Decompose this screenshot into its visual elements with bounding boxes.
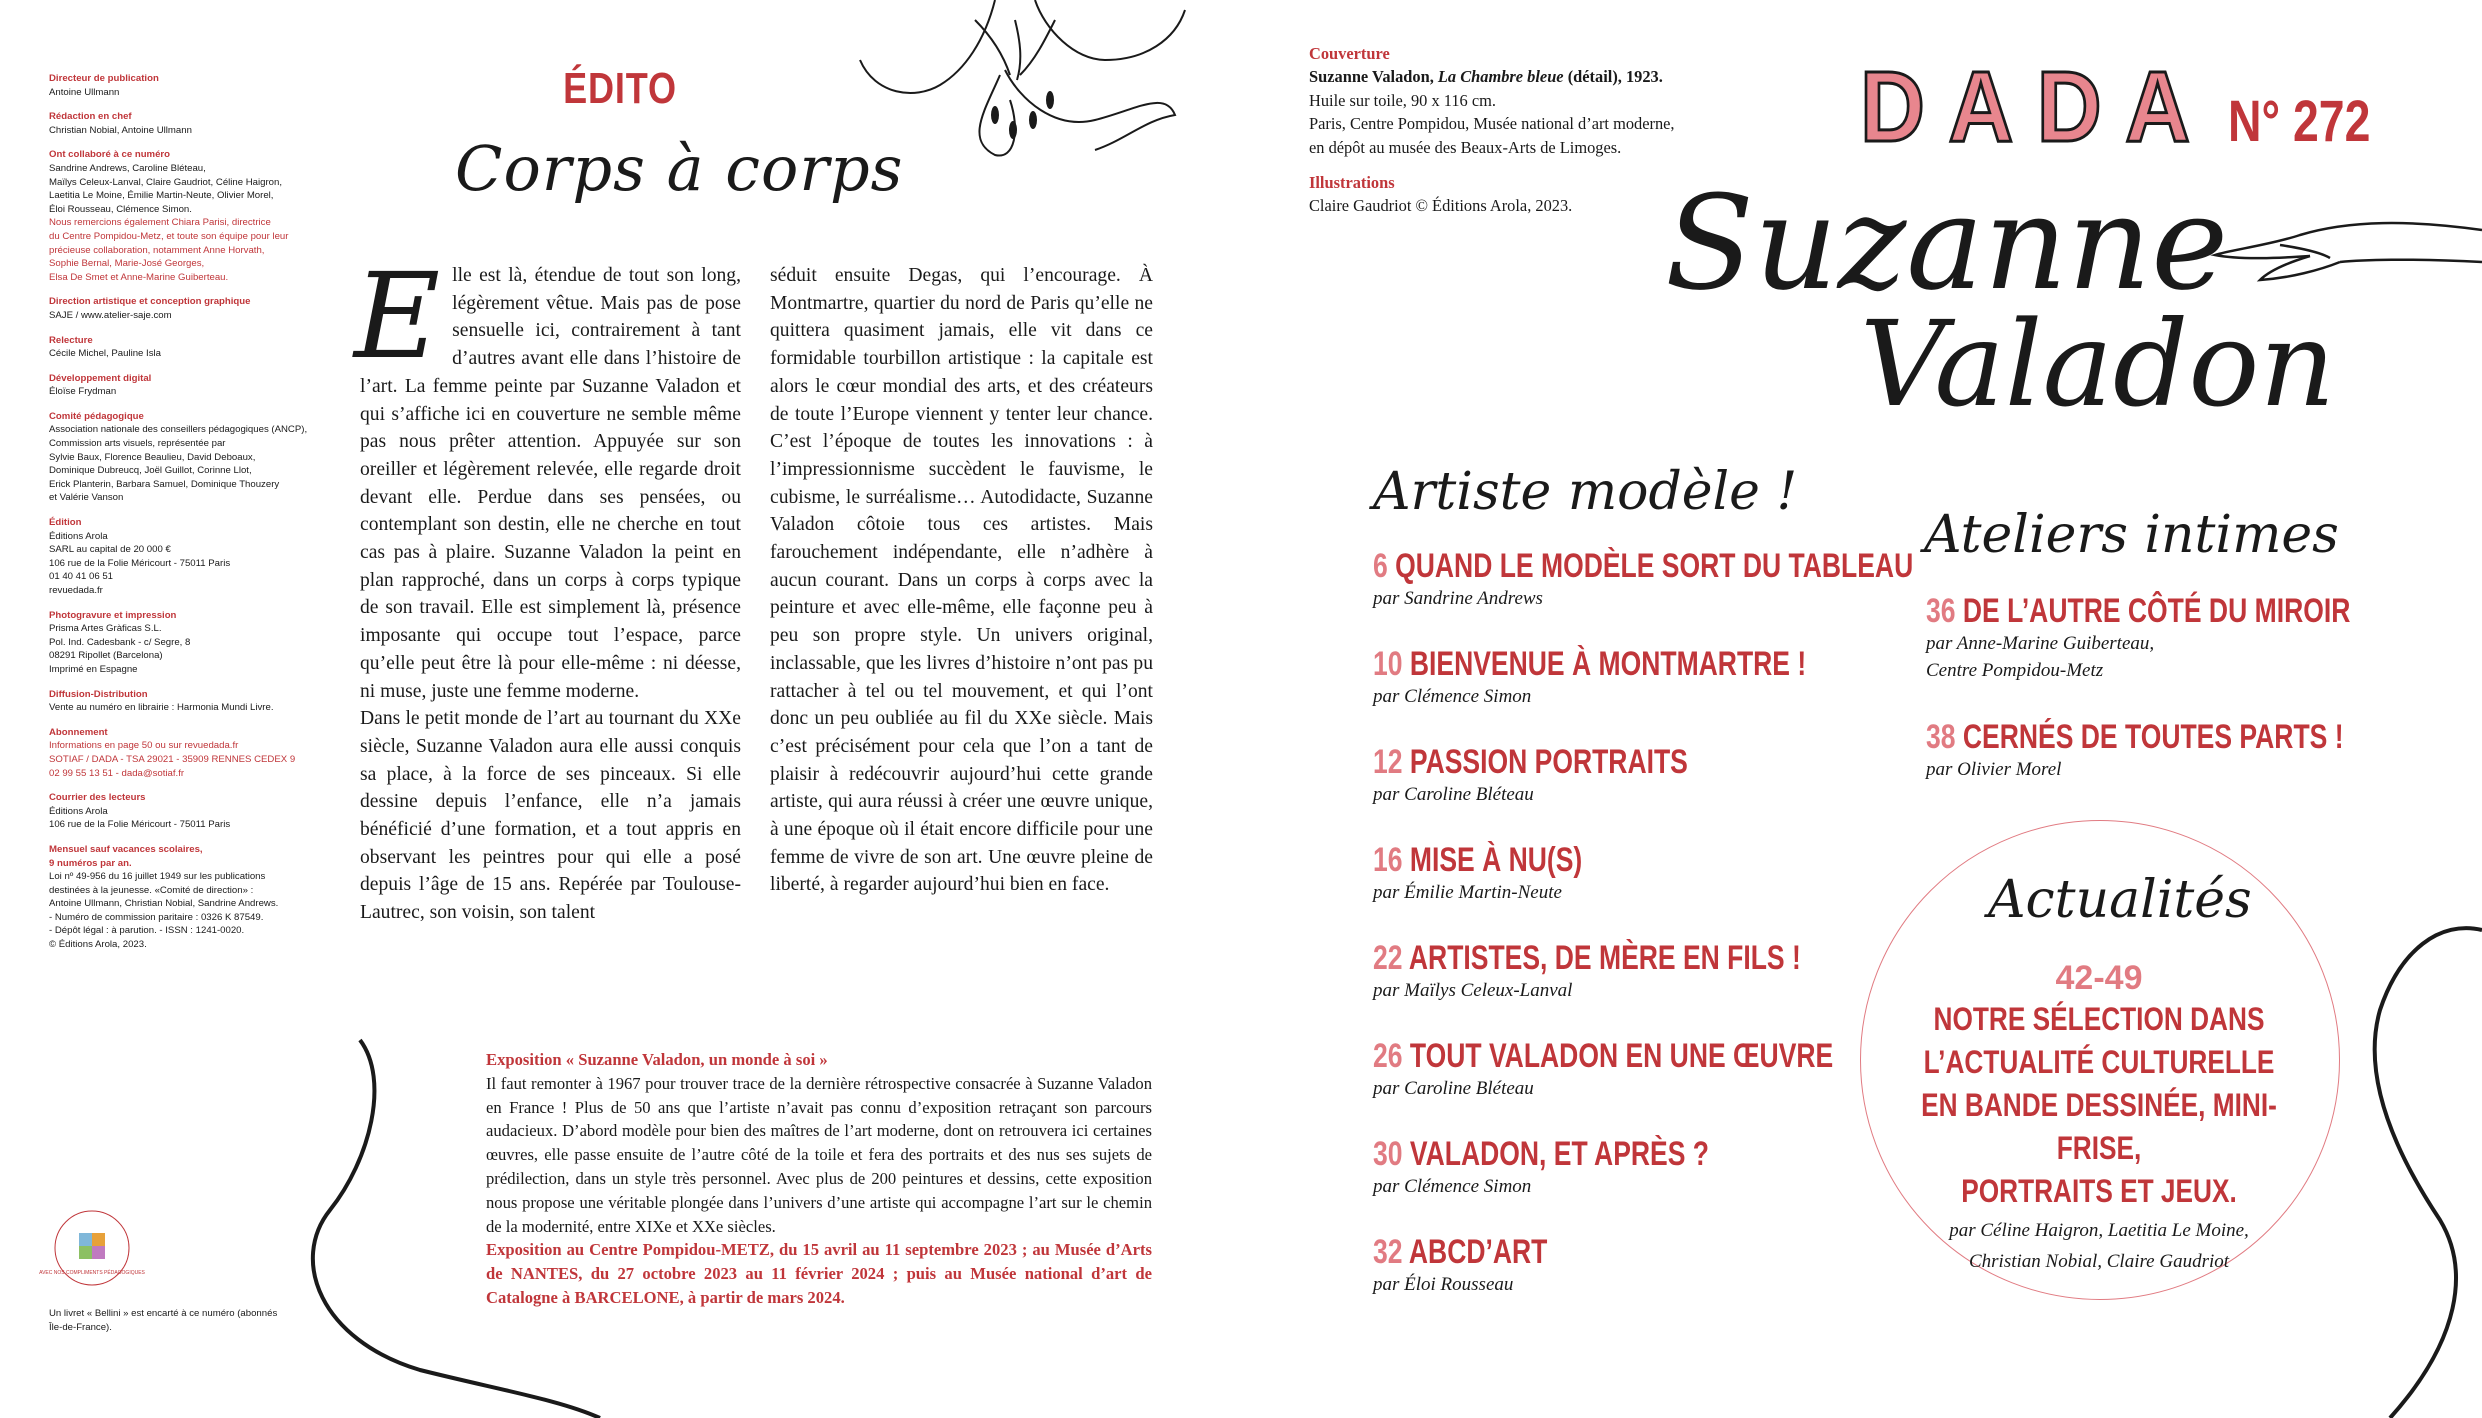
credits-line: - Numéro de commission paritaire : 0326 K 87549.	[49, 911, 264, 923]
toc-entry-title	[1373, 841, 1582, 879]
edito-column-1	[354, 247, 741, 927]
toc-entry[interactable]	[1926, 592, 2470, 684]
actualites-line: PORTRAITS ET JEUX.	[1961, 1173, 2237, 1209]
edito-subtitle: Corps à corps	[455, 132, 904, 205]
feature-first-name: Suzanne	[1665, 167, 2229, 319]
credits-line: Vente au numéro en librairie : Harmonia Mundi Livre.	[49, 702, 274, 714]
toc-author: par Émilie Martin-Neute	[1373, 882, 1562, 903]
credits-section	[49, 516, 311, 598]
toc-entry[interactable]	[1373, 1233, 1597, 1298]
credits-line: 02 99 55 13 51 - dada@sotiaf.fr	[49, 767, 185, 779]
toc-title-text: DE L’AUTRE CÔTÉ DU MIROIR	[1955, 592, 2351, 630]
credits-line: - Dépôt légal : à parution. - ISSN : 1241-0020.	[49, 925, 245, 937]
credits-line: Sandrine Andrews, Caroline Bléteau,	[49, 162, 206, 174]
credits-heading: Directeur de publication	[49, 73, 159, 84]
credits-line: Sophie Bernal, Marie-José Georges,	[49, 258, 205, 270]
credits-line: Maïlys Celeux-Lanval, Claire Gaudriot, Céline Haigron,	[49, 176, 283, 188]
illustrations-credit: Claire Gaudriot © Éditions Arola, 2023.	[1309, 196, 1573, 216]
credits-section	[49, 372, 311, 399]
credits-line: Antoine Ullmann, Christian Nobial, Sandrine Andrews.	[49, 898, 279, 910]
credits-line: Sylvie Baux, Florence Beaulieu, David Deboaux,	[49, 451, 256, 463]
credits-line: Dominique Dubreucq, Joël Guillot, Corinne Llot,	[49, 465, 252, 477]
credits-section	[49, 410, 311, 505]
credits-heading: Diffusion-Distribution	[49, 688, 148, 700]
credits-column	[49, 72, 311, 963]
drop-cap: E	[354, 247, 441, 385]
credits-line: Nous remercions également Chiara Parisi, directrice	[49, 217, 271, 229]
toc-author: par Caroline Bléteau	[1373, 1078, 1534, 1099]
credits-line: précieuse collaboration, notamment Anne Horvath,	[49, 244, 265, 256]
credits-line: Pol. Ind. Cadesbank - c/ Segre, 8	[49, 636, 191, 648]
cover-detail: (détail), 1923.	[1567, 67, 1663, 87]
actualites-line: EN BANDE DESSINÉE, MINI-FRISE,	[1921, 1087, 2277, 1166]
toc-title-text: ARTISTES, DE MÈRE EN FILS !	[1402, 939, 1801, 977]
actualites-author-line: par Céline Haigron, Laetitia Le Moine,	[1949, 1220, 2249, 1241]
credits-line: Éditions Arola	[49, 530, 108, 542]
exposition-title: Exposition « Suzanne Valadon, un monde à soi »	[486, 1050, 828, 1069]
credits-line: Commission arts visuels, représentée par	[49, 438, 226, 450]
edito-column-2	[770, 262, 1153, 899]
toc-author: Centre Pompidou-Metz	[1926, 660, 2104, 681]
exposition-text: Il faut remonter à 1967 pour trouver trace de la dernière rétrospective consacrée à Suzanne Valadon en France ! Plus de 50 ans que l’artiste n’avait pas connu d’exposition retraçant son parcours audacieux. D’abord modèle pour bien des maîtres de l’art moderne, dont on retrouvera ici certaines œuvres, elle passe ensuite de l’autre côté de la toile et fera des portraits et des nus ses sujets de prédilection, dans un style très personnel. Avec plus de 200 peintures et dessins, cette exposition nous propose une véritable plongée dans l’univers d’une artiste qui accompagne l’art sur le chemin de la modernité, entre XIXe et XXe siècles.	[486, 1073, 1152, 1236]
credits-heading: Rédaction en chef	[49, 111, 132, 123]
credits-line: SOTIAF / DADA - TSA 29021 - 35909 RENNES CEDEX 9	[49, 753, 296, 765]
credits-section	[49, 148, 311, 284]
credits-heading: Abonnement	[49, 726, 108, 738]
credits-section	[49, 295, 311, 322]
credits-line: 08291 Ripollet (Barcelona)	[49, 650, 163, 662]
credits-line: SARL au capital de 20 000 €	[49, 544, 171, 556]
credits-line: Imprimé en Espagne	[49, 663, 138, 675]
section-heading-artiste-modele: Artiste modèle !	[1373, 462, 1798, 522]
hand-illustration	[2210, 200, 2482, 320]
toc-page-number: 26	[1373, 1037, 1403, 1075]
credits-heading: 9 numéros par an.	[49, 857, 132, 869]
toc-author: par Sandrine Andrews	[1373, 588, 1543, 609]
toc-entry[interactable]	[1373, 743, 1777, 808]
toc-author: par Caroline Bléteau	[1373, 784, 1534, 805]
credits-line: Éloi Rousseau, Clémence Simon.	[49, 203, 192, 215]
actualites-line: L’ACTUALITÉ CULTURELLE	[1923, 1044, 2275, 1080]
cover-artist: Suzanne Valadon,	[1309, 67, 1434, 87]
cover-lines	[1309, 89, 1749, 159]
toc-page-number: 36	[1926, 592, 1956, 630]
toc-entry[interactable]	[1373, 1135, 1804, 1200]
toc-title-text: ABCD’ART	[1402, 1233, 1548, 1271]
body-contour-line-right	[2140, 840, 2482, 1418]
cover-work-title: La Chambre bleue	[1437, 67, 1564, 87]
credits-line: Erick Planterin, Barbara Samuel, Dominique Thouzery	[49, 478, 280, 490]
credits-section	[49, 791, 311, 832]
credits-section	[49, 609, 311, 677]
cover-line: Paris, Centre Pompidou, Musée national d’art moderne,	[1309, 114, 1675, 134]
edito-label: ÉDITO	[563, 64, 677, 113]
credits-line: 106 rue de la Folie Méricourt - 75011 Paris	[49, 557, 231, 569]
edito-paragraph-1: lle est là, étendue de tout son long, légèrement vêtue. Mais pas de pose sensuelle ici, contrairement à tant d’autres avant elle dans l’histoire de l’art. La femme peinte par Suzanne Valadon et qui s’affiche ici en couverture ne semble même pas nous prêter attention. Appuyée sur son oreiller et légèrement relevée, elle regarde droit devant elle. Perdue dans ses pensées, ou contemplant son destin, elle ne cherche en tout cas pas à plaire. Suzanne Valadon la peint en plan rapproché, dans un corps à corps typique de son travail. Elle est simplement là, présence imposante qui occupe tout l’espace, parce qu’elle peut être là pour elle-même : ni déesse, ni muse, juste une femme moderne.	[360, 265, 741, 702]
toc-title-text: TOUT VALADON EN UNE ŒUVRE	[1402, 1037, 1834, 1075]
toc-page-number: 38	[1926, 718, 1956, 756]
toc-entry-title	[1373, 1135, 1709, 1173]
toc-page-number: 16	[1373, 841, 1403, 879]
credits-line: Cécile Michel, Pauline Isla	[49, 348, 161, 360]
credits-heading: Comité pédagogique	[49, 410, 144, 422]
credits-section	[49, 726, 311, 780]
credits-line: Loi nº 49-956 du 16 juillet 1949 sur les publications	[49, 871, 266, 883]
toc-entry-title	[1373, 1233, 1547, 1271]
credits-line: et Valérie Vanson	[49, 492, 124, 504]
toc-title-text: CERNÉS DE TOUTES PARTS !	[1955, 718, 2344, 756]
feature-last-name: Valadon	[1860, 295, 2336, 433]
credits-section	[49, 843, 311, 952]
credits-line: Laetitia Le Moine, Émilie Martin-Neute, Olivier Morel,	[49, 190, 274, 202]
credits-line: Éditions Arola	[49, 805, 108, 817]
toc-page-number: 22	[1373, 939, 1403, 977]
cover-heading: Couverture	[1309, 44, 1390, 63]
credits-line: Christian Nobial, Antoine Ullmann	[49, 124, 192, 136]
credits-section	[49, 334, 311, 361]
dada-logo: DADA	[1860, 51, 2214, 163]
credits-heading: Photogravure et impression	[49, 609, 177, 621]
body-contour-line-left	[300, 1040, 640, 1418]
credits-line: Éloïse Frydman	[49, 386, 117, 398]
credits-heading: Ont collaboré à ce numéro	[49, 149, 171, 161]
issue-number: N° 272	[2228, 89, 2371, 154]
toc-title-text: VALADON, ET APRÈS ?	[1402, 1135, 1709, 1173]
toc-entry-title	[1373, 547, 1913, 585]
toc-entry-title	[1373, 645, 1806, 683]
edito-paragraph-2: Dans le petit monde de l’art au tournant du XXe siècle, Suzanne Valadon aura elle aussi conquis sa place, à la force de ses pinceaux. Si elle dessine depuis l’enfance, elle n’a jamais bénéficié d’une formation, et a tout appris en observant les peintres pour qui elle a posé depuis l’âge de 15 ans. Repérée par Toulouse-Lautrec, son voisin, son talent	[360, 708, 741, 924]
toc-author: par Maïlys Celeux-Lanval	[1373, 980, 1573, 1001]
cover-line: Huile sur toile, 90 x 116 cm.	[1309, 90, 1496, 110]
toc-entry-title	[1373, 743, 1688, 781]
actualites-author-line: Christian Nobial, Claire Gaudriot	[1968, 1251, 2230, 1272]
exposition-dates: Exposition au Centre Pompidou-METZ, du 15 avril au 11 septembre 2023 ; au Musée d’Arts de NANTES, du 27 octobre 2023 au 11 février 2024 ; puis au Musée national d’art de Catalogne à BARCELONE, à partir de mars 2024.	[486, 1240, 1152, 1307]
toc-page-number: 10	[1373, 645, 1403, 683]
booklet-note: Un livret « Bellini » est encarté à ce numéro (abonnés Île-de-France).	[49, 1308, 278, 1333]
pedagogical-stamp	[39, 1208, 145, 1288]
toc-title-text: MISE À NU(S)	[1402, 841, 1583, 879]
toc-page-number: 30	[1373, 1135, 1403, 1173]
toc-page-number: 32	[1373, 1233, 1403, 1271]
toc-author: par Olivier Morel	[1926, 759, 2062, 780]
toc-entry-title	[1373, 1037, 1833, 1075]
toc-author: par Anne-Marine Guiberteau,	[1926, 633, 2155, 654]
section-heading-ateliers-intimes: Ateliers intimes	[1924, 505, 2339, 565]
credits-line: © Éditions Arola, 2023.	[49, 939, 147, 951]
toc-author: par Clémence Simon	[1373, 686, 1532, 707]
illustrations-heading: Illustrations	[1309, 173, 1395, 193]
toc-entry-title	[1926, 592, 2350, 630]
cover-line: en dépôt au musée des Beaux-Arts de Limoges.	[1309, 137, 1622, 157]
toc-page-number: 12	[1373, 743, 1403, 781]
credits-heading: Mensuel sauf vacances scolaires,	[49, 843, 203, 855]
toc-entry-title	[1926, 718, 2344, 756]
credits-section	[49, 72, 311, 99]
credits-heading: Direction artistique et conception graphique	[49, 296, 251, 308]
toc-author: par Clémence Simon	[1373, 1176, 1532, 1197]
credits-line: Informations en page 50 ou sur revuedada.fr	[49, 740, 239, 752]
toc-entry-title	[1373, 939, 1801, 977]
credits-section	[49, 110, 311, 137]
toc-title-text: BIENVENUE À MONTMARTRE !	[1402, 645, 1807, 683]
credits-line: destinées à la jeunesse. «Comité de direction» :	[49, 884, 254, 896]
toc-title-text: QUAND LE MODÈLE SORT DU TABLEAU	[1387, 547, 1914, 585]
credits-heading: Édition	[49, 517, 82, 529]
credits-heading: Courrier des lecteurs	[49, 792, 146, 804]
stamp-text: AVEC NOS COMPLIMENTS PÉDAGOGIQUES	[39, 1270, 145, 1276]
toc-title-text: PASSION PORTRAITS	[1402, 743, 1688, 781]
credits-line: Prisma Artes Gràficas S.L.	[49, 623, 162, 635]
credits-section	[49, 688, 311, 715]
credits-line: du Centre Pompidou-Metz, et toute son équipe pour leur	[49, 230, 289, 242]
actualites-pages: 42-49	[2055, 959, 2143, 997]
credits-line: Elsa De Smet et Anne-Marine Guiberteau.	[49, 271, 229, 283]
credits-line: revuedada.fr	[49, 585, 103, 596]
toc-entry[interactable]	[1373, 939, 1922, 1004]
edito-paragraph-3: séduit ensuite Degas, qui l’encourage. À Montmartre, quartier du nord de Paris qu’elle ne quittera quasiment jamais, elle vit dans ce formidable tourbillon artistique : la capitale est alors le cœur mondial des arts, et des créateurs de toute l’Europe viennent y tenter leur chance. C’est l’époque de toutes les innovations : à l’impressionnisme succèdent le fauvisme, le cubisme, le surréalisme… Autodidacte, Suzanne Valadon côtoie tous ces artistes. Mais farouchement indépendante, elle n’adhère à aucun courant. Dans un corps à corps avec la peinture et avec elle-même, elle façonne peu à peu son propre style. Un univers original, inclassable, que les livres d’histoire n’ont pas pu rattacher à tel ou tel mouvement, et qui l’ont donc un peu oubliée au fil du XXe siècle. Mais c’est précisément pour cela que l’on a tant de plaisir à redécouvrir aujourd’hui cette grande artiste, qui aura réussi à créer une œuvre unique, à une époque où il était encore difficile pour une femme de vivre de son art. Une œuvre pleine de liberté, à regarder aujourd’hui bien en face.	[770, 265, 1153, 896]
toc-author: par Éloi Rousseau	[1373, 1274, 1514, 1295]
credits-line: SAJE / www.atelier-saje.com	[49, 309, 172, 321]
credits-line: Antoine Ullmann	[49, 86, 120, 98]
credits-heading: Relecture	[49, 334, 93, 346]
credits-line: Association nationale des conseillers pédagogiques (ANCP),	[49, 424, 308, 436]
credits-line: 01 40 41 06 51	[49, 571, 114, 583]
credits-line: 106 rue de la Folie Méricourt - 75011 Paris	[49, 819, 231, 831]
toc-page-number: 6	[1373, 547, 1388, 585]
credits-heading: Développement digital	[49, 372, 152, 384]
toc-entry[interactable]	[1373, 841, 1641, 906]
actualites-line: NOTRE SÉLECTION DANS	[1933, 1001, 2265, 1037]
toc-entry[interactable]	[1926, 718, 2461, 783]
section-heading-actualites: Actualités	[1988, 870, 2252, 930]
toc-entry[interactable]	[1373, 645, 1928, 710]
